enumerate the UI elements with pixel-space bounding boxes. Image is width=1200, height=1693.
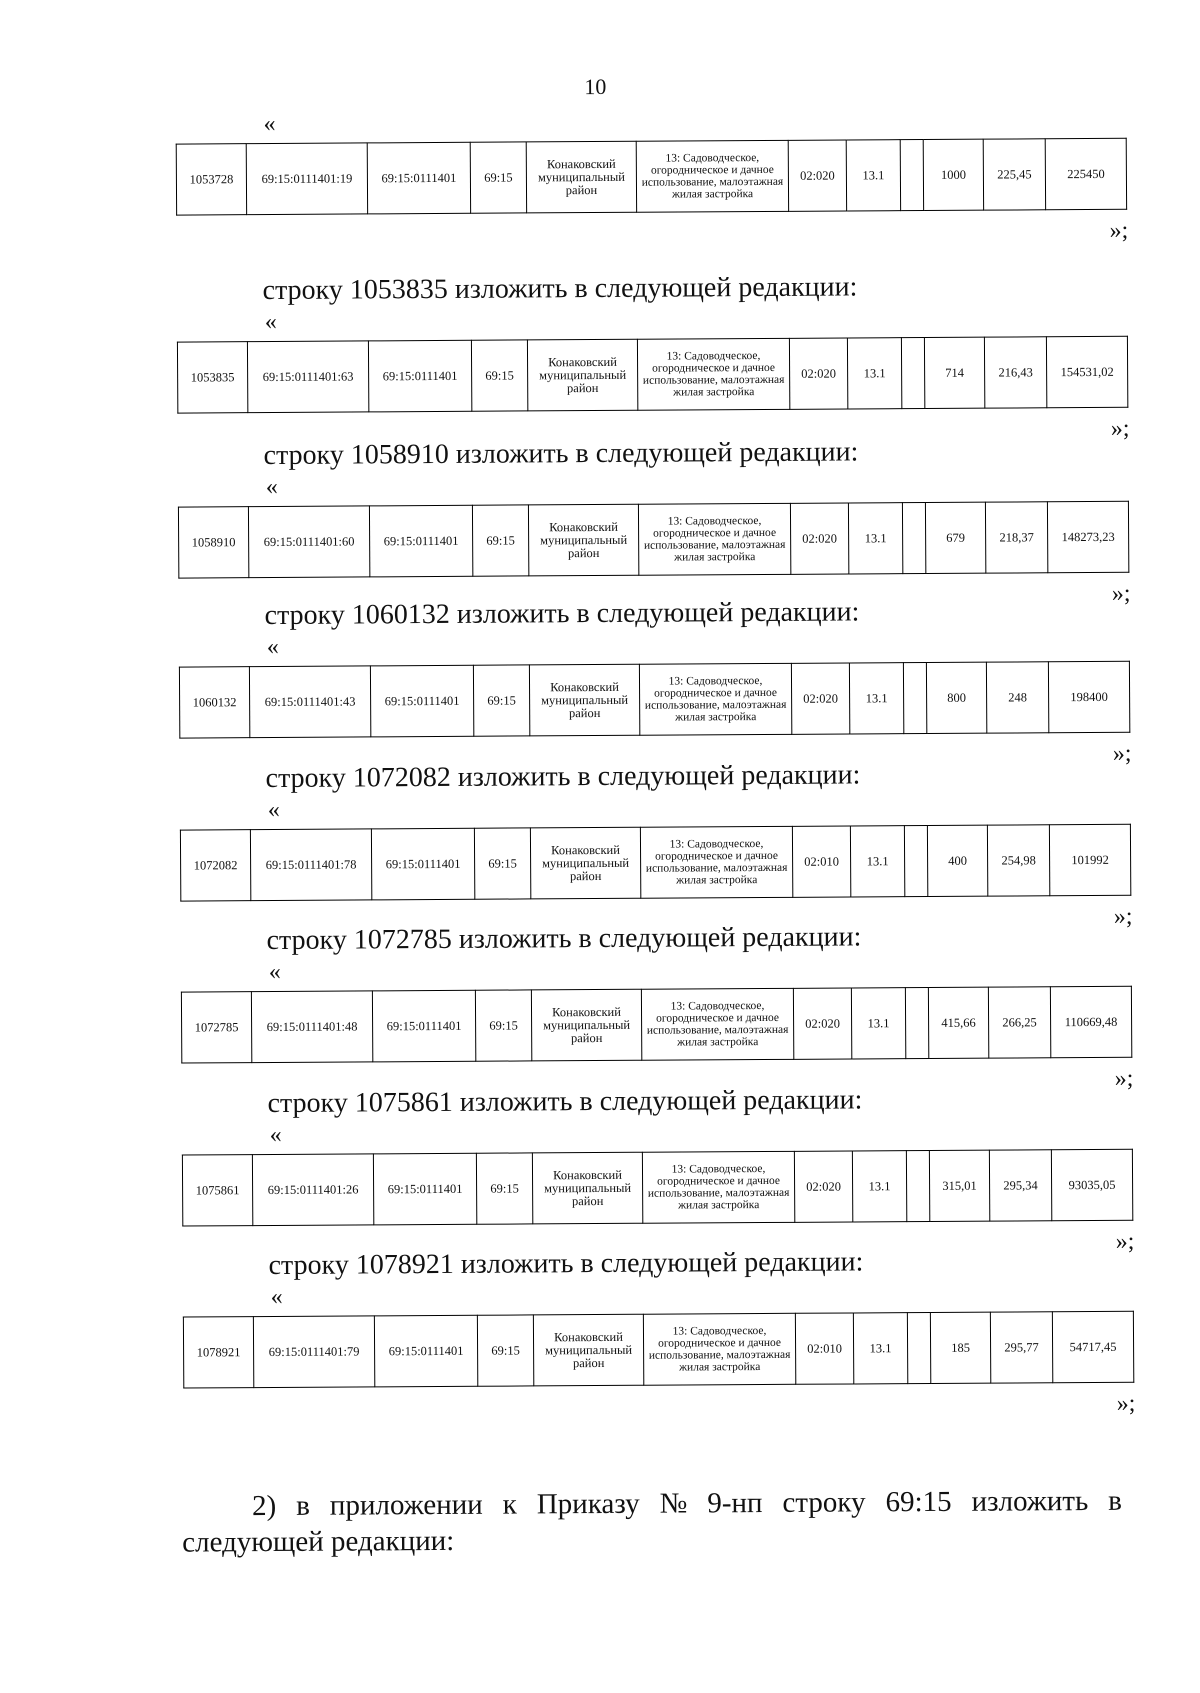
cell-group: 13.1 — [846, 140, 900, 211]
cell-district-code: 69:15 — [477, 1315, 533, 1386]
table-row — [181, 986, 1131, 1063]
cadastral-table — [179, 661, 1130, 739]
cell-cadastral-quarter: 69:15:0111401 — [367, 142, 470, 214]
open-quote: « — [270, 1283, 283, 1311]
cell-code: 02:020 — [790, 503, 848, 574]
table-row — [180, 824, 1130, 901]
close-quote: »; — [1109, 217, 1129, 244]
amendment-block — [180, 759, 1133, 930]
cell-municipality: Конаковский муниципальный район — [529, 664, 639, 736]
cell-municipality: Конаковский муниципальный район — [531, 989, 641, 1061]
cell-cadastral-quarter: 69:15:0111401 — [371, 828, 474, 900]
cell-cadastral-quarter: 69:15:0111401 — [368, 340, 471, 412]
cell-district-code: 69:15 — [472, 505, 528, 576]
cadastral-table — [183, 1311, 1134, 1389]
cell-blank — [905, 987, 928, 1058]
cell-blank — [907, 1312, 930, 1383]
amendment-heading: строку 1072082 изложить в следующей редакции: — [265, 759, 861, 795]
cell-cadastral-quarter: 69:15:0111401 — [372, 990, 475, 1062]
close-quote: »; — [1114, 1065, 1134, 1092]
final-paragraph-word: 69:15 — [885, 1485, 952, 1519]
cell-municipality: Конаковский муниципальный район — [526, 141, 636, 213]
amendment-block — [181, 1084, 1135, 1255]
cell-specific-value: 266,25 — [988, 987, 1050, 1058]
cell-group: 13.1 — [851, 988, 905, 1059]
cell-blank — [904, 825, 927, 896]
open-quote: « — [269, 1121, 282, 1149]
cell-municipality: Конаковский муниципальный район — [532, 1152, 642, 1224]
table-row — [178, 501, 1128, 578]
page-number: 10 — [584, 73, 607, 100]
final-paragraph-word: в — [1108, 1484, 1123, 1517]
cell-municipality: Конаковский муниципальный район — [528, 504, 638, 576]
cell-land-use: 13: Садоводческое, огородническое и дачное использование, малоэтажная жилая застройка — [641, 988, 793, 1060]
cell-blank — [902, 503, 925, 574]
final-paragraph-word: 2) — [251, 1489, 277, 1523]
final-paragraph-word: изложить — [971, 1485, 1089, 1518]
close-quote: »; — [1116, 1390, 1136, 1417]
cell-group: 13.1 — [850, 826, 904, 897]
amendment-heading: строку 1072785 изложить в следующей редакции: — [266, 921, 862, 957]
cell-area: 400 — [927, 825, 987, 896]
cell-cadastral-number: 69:15:0111401:19 — [246, 143, 367, 215]
cell-land-use: 13: Садоводческое, огородническое и дачное использование, малоэтажная жилая застройка — [642, 1151, 794, 1223]
cell-specific-value: 295,34 — [989, 1150, 1051, 1221]
cell-blank — [906, 1150, 929, 1221]
amendment-block — [176, 110, 1129, 244]
cell-code: 02:010 — [792, 826, 850, 897]
amendment-heading: строку 1053835 изложить в следующей редакции: — [262, 271, 858, 307]
table-row — [177, 336, 1127, 413]
close-quote: »; — [1115, 1228, 1135, 1255]
cell-specific-value: 295,77 — [990, 1312, 1052, 1383]
open-quote: « — [263, 110, 276, 138]
final-paragraph-word: строку — [782, 1486, 866, 1519]
cell-row-id: 1072785 — [181, 992, 251, 1063]
amendment-heading: строку 1060132 изложить в следующей редакции: — [264, 596, 860, 632]
cell-group: 13.1 — [853, 1313, 907, 1384]
cell-cadastral-value: 198400 — [1048, 661, 1129, 732]
cell-district-code: 69:15 — [474, 828, 530, 899]
cell-cadastral-value: 110669,48 — [1050, 986, 1131, 1057]
final-paragraph — [182, 1483, 1122, 1561]
cell-land-use: 13: Садоводческое, огородническое и дачное использование, малоэтажная жилая застройка — [640, 826, 792, 898]
table-row — [182, 1149, 1132, 1226]
cell-district-code: 69:15 — [470, 142, 526, 213]
cell-area: 415,66 — [928, 987, 988, 1058]
cell-district-code: 69:15 — [473, 665, 529, 736]
amendment-block — [178, 436, 1131, 607]
amendment-heading: строку 1058910 изложить в следующей редакции: — [263, 436, 859, 472]
cell-row-id: 1072082 — [180, 830, 250, 901]
cell-cadastral-quarter: 69:15:0111401 — [374, 1315, 477, 1387]
table-row — [179, 661, 1129, 738]
cell-cadastral-number: 69:15:0111401:26 — [252, 1154, 373, 1226]
open-quote: « — [268, 958, 281, 986]
cell-code: 02:020 — [794, 1151, 852, 1222]
final-paragraph-line-2: следующей редакции: — [182, 1524, 455, 1559]
cell-cadastral-number: 69:15:0111401:79 — [253, 1316, 374, 1388]
cadastral-table — [176, 138, 1127, 216]
final-paragraph-word: к — [502, 1488, 517, 1521]
cell-cadastral-quarter: 69:15:0111401 — [370, 665, 473, 737]
cadastral-table — [180, 824, 1131, 902]
cell-cadastral-number: 69:15:0111401:63 — [247, 341, 368, 413]
open-quote: « — [264, 308, 277, 336]
cell-specific-value: 254,98 — [987, 825, 1049, 896]
cell-cadastral-number: 69:15:0111401:43 — [249, 666, 370, 738]
cell-group: 13.1 — [849, 663, 903, 734]
cell-row-id: 1053728 — [176, 144, 246, 215]
final-paragraph-word: приложении — [329, 1488, 483, 1522]
cell-cadastral-number: 69:15:0111401:78 — [250, 829, 371, 901]
cadastral-table — [178, 501, 1129, 579]
cell-area: 679 — [925, 502, 985, 573]
cell-district-code: 69:15 — [475, 990, 531, 1061]
cell-row-id: 1075861 — [182, 1155, 252, 1226]
cell-land-use: 13: Садоводческое, огородническое и дачное использование, малоэтажная жилая застройка — [637, 338, 789, 410]
cell-area: 800 — [926, 662, 986, 733]
open-quote: « — [266, 633, 279, 661]
cell-municipality: Конаковский муниципальный район — [533, 1314, 643, 1386]
cell-row-id: 1078921 — [183, 1317, 253, 1388]
final-paragraph-word: Приказу — [536, 1487, 640, 1521]
cell-cadastral-quarter: 69:15:0111401 — [373, 1153, 476, 1225]
amendment-block — [179, 596, 1132, 767]
cadastral-table — [181, 986, 1132, 1064]
cell-code: 02:010 — [795, 1313, 853, 1384]
table-row — [176, 138, 1126, 215]
final-paragraph-word: в — [296, 1489, 310, 1522]
open-quote: « — [267, 796, 280, 824]
cell-group: 13.1 — [848, 503, 902, 574]
cell-municipality: Конаковский муниципальный район — [527, 339, 637, 411]
cell-specific-value: 225,45 — [983, 139, 1045, 210]
cell-blank — [903, 663, 926, 734]
cell-specific-value: 218,37 — [985, 502, 1047, 573]
cell-land-use: 13: Садоводческое, огородническое и дачное использование, малоэтажная жилая застройка — [639, 663, 791, 735]
cell-specific-value: 216,43 — [984, 337, 1046, 408]
table-row — [183, 1311, 1133, 1388]
cell-land-use: 13: Садоводческое, огородническое и дачное использование, малоэтажная жилая застройка — [636, 140, 788, 212]
cell-cadastral-number: 69:15:0111401:60 — [248, 506, 369, 578]
cell-cadastral-value: 101992 — [1049, 824, 1130, 895]
cell-blank — [901, 338, 924, 409]
final-paragraph-line-1 — [182, 1483, 1122, 1525]
amendment-heading: строку 1075861 изложить в следующей редакции: — [267, 1084, 863, 1120]
cell-land-use: 13: Садоводческое, огородническое и дачное использование, малоэтажная жилая застройка — [638, 503, 790, 575]
open-quote: « — [265, 473, 278, 501]
cell-row-id: 1060132 — [179, 667, 249, 738]
cell-land-use: 13: Садоводческое, огородническое и дачное использование, малоэтажная жилая застройка — [643, 1313, 795, 1385]
cell-code: 02:020 — [788, 140, 846, 211]
close-quote: »; — [1111, 580, 1131, 607]
cell-cadastral-value: 54717,45 — [1052, 1311, 1133, 1382]
cell-blank — [900, 140, 923, 211]
close-quote: »; — [1113, 903, 1133, 930]
amendment-block — [182, 1246, 1136, 1417]
close-quote: »; — [1110, 415, 1130, 442]
cell-row-id: 1058910 — [178, 507, 248, 578]
cell-group: 13.1 — [852, 1151, 906, 1222]
cell-cadastral-value: 93035,05 — [1051, 1149, 1132, 1220]
cell-cadastral-value: 148273,23 — [1047, 501, 1128, 572]
final-paragraph-word: 9-нп — [707, 1487, 763, 1520]
cell-cadastral-value: 225450 — [1045, 138, 1126, 209]
cell-group: 13.1 — [847, 338, 901, 409]
amendment-block — [177, 271, 1130, 442]
cell-area: 185 — [930, 1312, 990, 1383]
cell-cadastral-quarter: 69:15:0111401 — [369, 505, 472, 577]
cell-cadastral-value: 154531,02 — [1046, 336, 1127, 407]
cell-code: 02:020 — [789, 338, 847, 409]
cell-row-id: 1053835 — [177, 342, 247, 413]
cell-area: 714 — [924, 337, 984, 408]
cell-district-code: 69:15 — [476, 1153, 532, 1224]
cell-area: 315,01 — [929, 1150, 989, 1221]
cell-cadastral-number: 69:15:0111401:48 — [251, 991, 372, 1063]
cell-code: 02:020 — [793, 988, 851, 1059]
cell-municipality: Конаковский муниципальный район — [530, 827, 640, 899]
close-quote: »; — [1112, 740, 1132, 767]
amendment-heading: строку 1078921 изложить в следующей редакции: — [268, 1246, 864, 1282]
cell-district-code: 69:15 — [471, 340, 527, 411]
cell-area: 1000 — [923, 139, 983, 210]
cadastral-table — [177, 336, 1128, 414]
amendment-block — [180, 921, 1134, 1092]
cell-code: 02:020 — [791, 663, 849, 734]
cadastral-table — [182, 1149, 1133, 1227]
final-paragraph-word: № — [659, 1487, 688, 1520]
cell-specific-value: 248 — [986, 662, 1048, 733]
